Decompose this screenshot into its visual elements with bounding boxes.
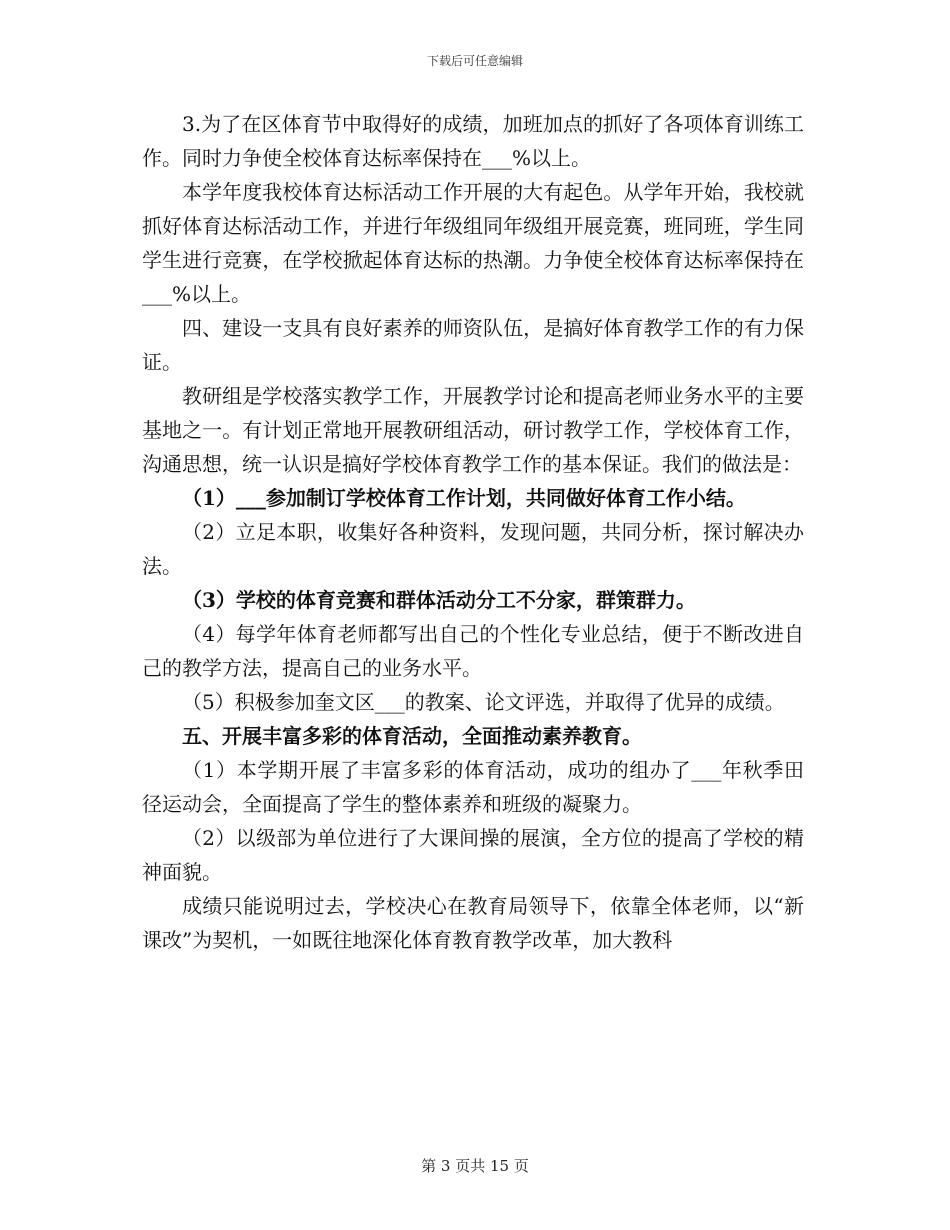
paragraph: 本学年度我校体育达标活动工作开展的大有起色。从学年开始，我校就抓好体育达标活动工作，并进行年级组同年级组开展竞赛，班同班，学生同学生进行竞赛，在学校掀起体育达标的热潮。力争使全校体育达标率保持在___%以上。 [142, 180, 804, 306]
list-item: （3）学校的体育竞赛和群体活动分工不分家，群策群力。 [182, 588, 696, 612]
list-item: （5）积极参加奎文区___的教案、论文评选，并取得了优异的成绩。 [182, 690, 785, 714]
document-body [142, 107, 804, 957]
paragraph: 成绩只能说明过去，学校决心在教育局领导下，依靠全体老师，以“新课改”为契机，一如既往地深化体育教育教学改革，加大教科 [142, 894, 804, 952]
paragraph: 教研组是学校落实教学工作，开展教学讨论和提高老师业务水平的主要基地之一。有计划正常地开展教研组活动，研讨教学工作，学校体育工作，沟通思想，统一认识是搞好学校体育教学工作的基本保证。我们的做法是： [142, 384, 804, 476]
section-heading: 四、建设一支具有良好素养的师资队伍，是搞好体育教学工作的有力保证。 [142, 316, 804, 374]
page-number: 第 3 页共 15 页 [421, 1157, 529, 1175]
section-heading: 五、开展丰富多彩的体育活动，全面推动素养教育。 [182, 724, 642, 748]
list-item: （1）本学期开展了丰富多彩的体育活动，成功的组办了___年秋季田径运动会，全面提高了学生的整体素养和班级的凝聚力。 [142, 758, 804, 816]
list-item: （2）以级部为单位进行了大课间操的展演，全方位的提高了学校的精神面貌。 [142, 826, 804, 884]
page-header: 下载后可任意编辑 [426, 54, 523, 68]
list-item: （1）___参加制订学校体育工作计划，共同做好体育工作小结。 [182, 486, 746, 510]
list-item: （2）立足本职，收集好各种资料，发现问题，共同分析，探讨解决办法。 [142, 520, 804, 578]
paragraph: 3.为了在区体育节中取得好的成绩，加班加点的抓好了各项体育训练工作。同时力争使全校体育达标率保持在___%以上。 [142, 112, 804, 170]
list-item: （4）每学年体育老师都写出自己的个性化专业总结，便于不断改进自己的教学方法，提高自己的业务水平。 [142, 622, 804, 680]
